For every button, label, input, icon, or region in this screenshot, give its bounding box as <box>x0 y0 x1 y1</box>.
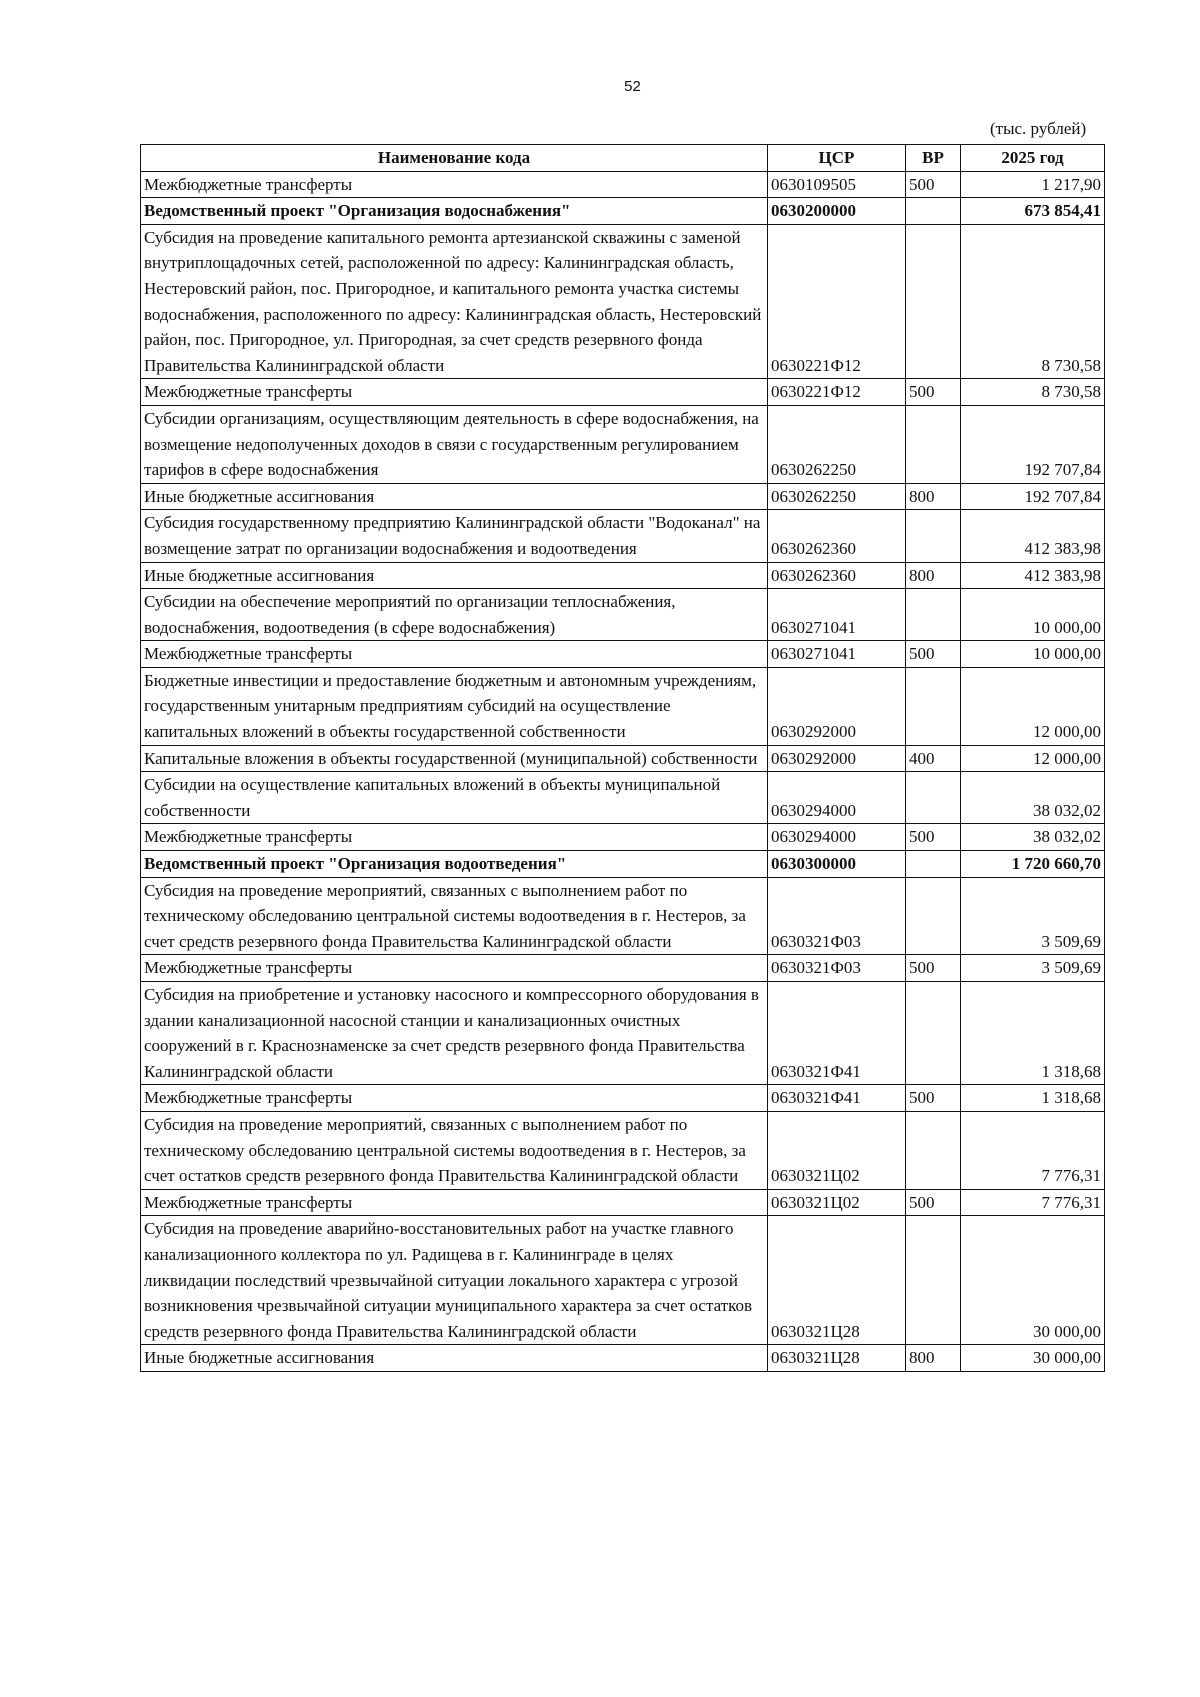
cell-vr: 400 <box>906 745 961 772</box>
cell-csr: 0630200000 <box>768 198 906 225</box>
table-row <box>141 1111 1105 1189</box>
header-year: 2025 год <box>961 145 1105 172</box>
cell-name: Межбюджетные трансферты <box>141 171 768 198</box>
table-row <box>141 772 1105 824</box>
cell-csr: 0630262360 <box>768 562 906 589</box>
cell-vr: 500 <box>906 641 961 668</box>
cell-name: Иные бюджетные ассигнования <box>141 562 768 589</box>
cell-vr <box>906 772 961 824</box>
cell-name: Субсидия на проведение капитального ремонта артезианской скважины с заменой внутриплощадочных сетей, расположенной по адресу: Калининградская область, Нестеровский район, пос. Пригородное, и капитального ремонта участка системы водоснабжения, расположенного по адресу: Калининградская область, Нестеровский район, пос. Пригородное, ул. Пригородная, за счет средств резервного фонда Правительства Калининградской области <box>141 224 768 379</box>
cell-vr <box>906 877 961 955</box>
table-row <box>141 589 1105 641</box>
cell-vr <box>906 224 961 379</box>
cell-vr <box>906 851 961 878</box>
cell-name: Иные бюджетные ассигнования <box>141 483 768 510</box>
header-csr: ЦСР <box>768 145 906 172</box>
cell-name: Бюджетные инвестиции и предоставление бюджетным и автономным учреждениям, государственным унитарным предприятиям субсидий на осуществление капитальных вложений в объекты государственной собственности <box>141 667 768 745</box>
cell-csr: 0630262360 <box>768 510 906 562</box>
cell-name: Субсидия на проведение мероприятий, связанных с выполнением работ по техническому обследованию центральной системы водоотведения в г. Нестеров, за счет средств резервного фонда Правительства Калининградской области <box>141 877 768 955</box>
cell-vr <box>906 1216 961 1345</box>
table-row <box>141 510 1105 562</box>
table-row <box>141 405 1105 483</box>
table-row <box>141 1216 1105 1345</box>
table-header-row <box>141 145 1105 172</box>
cell-name: Межбюджетные трансферты <box>141 641 768 668</box>
cell-name: Капитальные вложения в объекты государственной (муниципальной) собственности <box>141 745 768 772</box>
cell-name: Субсидии на обеспечение мероприятий по организации теплоснабжения, водоснабжения, водоотведения (в сфере водоснабжения) <box>141 589 768 641</box>
cell-amount: 10 000,00 <box>961 641 1105 668</box>
table-row <box>141 877 1105 955</box>
table-row <box>141 379 1105 406</box>
cell-csr: 0630321Ц28 <box>768 1345 906 1372</box>
cell-name: Межбюджетные трансферты <box>141 379 768 406</box>
cell-csr: 0630294000 <box>768 824 906 851</box>
cell-csr: 0630292000 <box>768 667 906 745</box>
cell-name: Субсидия на проведение аварийно-восстановительных работ на участке главного канализационного коллектора по ул. Радищева в г. Калининграде в целях ликвидации последствий чрезвычайной ситуации локального характера с угрозой возникновения чрезвычайной ситуации муниципального характера за счет остатков средств резервного фонда Правительства Калининградской области <box>141 1216 768 1345</box>
cell-vr <box>906 589 961 641</box>
cell-amount: 412 383,98 <box>961 510 1105 562</box>
cell-name: Межбюджетные трансферты <box>141 1189 768 1216</box>
cell-amount: 12 000,00 <box>961 745 1105 772</box>
cell-amount: 1 318,68 <box>961 1085 1105 1112</box>
table-row <box>141 1345 1105 1372</box>
cell-amount: 1 720 660,70 <box>961 851 1105 878</box>
units-label: (тыс. рублей) <box>990 119 1087 138</box>
table-row <box>141 955 1105 982</box>
cell-vr: 800 <box>906 562 961 589</box>
cell-vr: 500 <box>906 379 961 406</box>
cell-vr: 800 <box>906 483 961 510</box>
table-row <box>141 224 1105 379</box>
table-row <box>141 667 1105 745</box>
cell-name: Субсидия государственному предприятию Калининградской области "Водоканал" на возмещение затрат по организации водоснабжения и водоотведения <box>141 510 768 562</box>
cell-vr <box>906 1111 961 1189</box>
cell-amount: 30 000,00 <box>961 1345 1105 1372</box>
cell-csr: 0630221Ф12 <box>768 379 906 406</box>
table-row-section <box>141 851 1105 878</box>
cell-csr: 0630321Ф03 <box>768 877 906 955</box>
cell-amount: 192 707,84 <box>961 483 1105 510</box>
cell-name: Межбюджетные трансферты <box>141 824 768 851</box>
cell-csr: 0630221Ф12 <box>768 224 906 379</box>
table-row <box>141 824 1105 851</box>
table-row <box>141 562 1105 589</box>
cell-amount: 8 730,58 <box>961 379 1105 406</box>
cell-vr: 500 <box>906 1085 961 1112</box>
budget-table <box>140 144 1105 1372</box>
cell-amount: 38 032,02 <box>961 824 1105 851</box>
cell-csr: 0630271041 <box>768 589 906 641</box>
cell-amount: 30 000,00 <box>961 1216 1105 1345</box>
cell-amount: 412 383,98 <box>961 562 1105 589</box>
table-row <box>141 171 1105 198</box>
cell-csr: 0630262250 <box>768 405 906 483</box>
cell-amount: 8 730,58 <box>961 224 1105 379</box>
cell-amount: 673 854,41 <box>961 198 1105 225</box>
cell-name: Иные бюджетные ассигнования <box>141 1345 768 1372</box>
cell-amount: 192 707,84 <box>961 405 1105 483</box>
cell-vr <box>906 982 961 1085</box>
cell-amount: 3 509,69 <box>961 877 1105 955</box>
cell-vr <box>906 198 961 225</box>
cell-vr: 800 <box>906 1345 961 1372</box>
table-row <box>141 982 1105 1085</box>
cell-vr: 500 <box>906 171 961 198</box>
cell-name: Субсидия на приобретение и установку насосного и компрессорного оборудования в здании канализационной насосной станции и канализационных очистных сооружений в г. Краснознаменске за счет средств резервного фонда Правительства Калининградской области <box>141 982 768 1085</box>
cell-csr: 0630321Ц02 <box>768 1189 906 1216</box>
table-row-section <box>141 198 1105 225</box>
page-number: 52 <box>624 78 641 95</box>
table-row <box>141 1189 1105 1216</box>
cell-vr: 500 <box>906 955 961 982</box>
cell-amount: 38 032,02 <box>961 772 1105 824</box>
cell-amount: 7 776,31 <box>961 1111 1105 1189</box>
cell-csr: 0630321Ц28 <box>768 1216 906 1345</box>
cell-csr: 0630321Ф41 <box>768 982 906 1085</box>
cell-amount: 7 776,31 <box>961 1189 1105 1216</box>
cell-name: Субсидии организациям, осуществляющим деятельность в сфере водоснабжения, на возмещение недополученных доходов в связи с государственным регулированием тарифов в сфере водоснабжения <box>141 405 768 483</box>
cell-name: Ведомственный проект "Организация водоотведения" <box>141 851 768 878</box>
cell-amount: 1 217,90 <box>961 171 1105 198</box>
cell-amount: 12 000,00 <box>961 667 1105 745</box>
cell-name: Ведомственный проект "Организация водоснабжения" <box>141 198 768 225</box>
cell-name: Субсидия на проведение мероприятий, связанных с выполнением работ по техническому обследованию центральной системы водоотведения в г. Нестеров, за счет остатков средств резервного фонда Правительства Калининградской области <box>141 1111 768 1189</box>
cell-csr: 0630109505 <box>768 171 906 198</box>
cell-csr: 0630300000 <box>768 851 906 878</box>
cell-csr: 0630321Ф41 <box>768 1085 906 1112</box>
cell-csr: 0630294000 <box>768 772 906 824</box>
cell-csr: 0630292000 <box>768 745 906 772</box>
cell-name: Межбюджетные трансферты <box>141 1085 768 1112</box>
cell-amount: 3 509,69 <box>961 955 1105 982</box>
cell-csr: 0630321Ф03 <box>768 955 906 982</box>
cell-vr <box>906 667 961 745</box>
cell-name: Межбюджетные трансферты <box>141 955 768 982</box>
cell-name: Субсидии на осуществление капитальных вложений в объекты муниципальной собственности <box>141 772 768 824</box>
cell-csr: 0630271041 <box>768 641 906 668</box>
cell-csr: 0630262250 <box>768 483 906 510</box>
table-row <box>141 745 1105 772</box>
cell-vr <box>906 510 961 562</box>
table-row <box>141 641 1105 668</box>
table-row <box>141 1085 1105 1112</box>
cell-amount: 10 000,00 <box>961 589 1105 641</box>
table-row <box>141 483 1105 510</box>
table-body <box>141 171 1105 1371</box>
header-name: Наименование кода <box>141 145 768 172</box>
cell-amount: 1 318,68 <box>961 982 1105 1085</box>
cell-vr: 500 <box>906 824 961 851</box>
cell-vr <box>906 405 961 483</box>
cell-csr: 0630321Ц02 <box>768 1111 906 1189</box>
header-vr: ВР <box>906 145 961 172</box>
cell-vr: 500 <box>906 1189 961 1216</box>
